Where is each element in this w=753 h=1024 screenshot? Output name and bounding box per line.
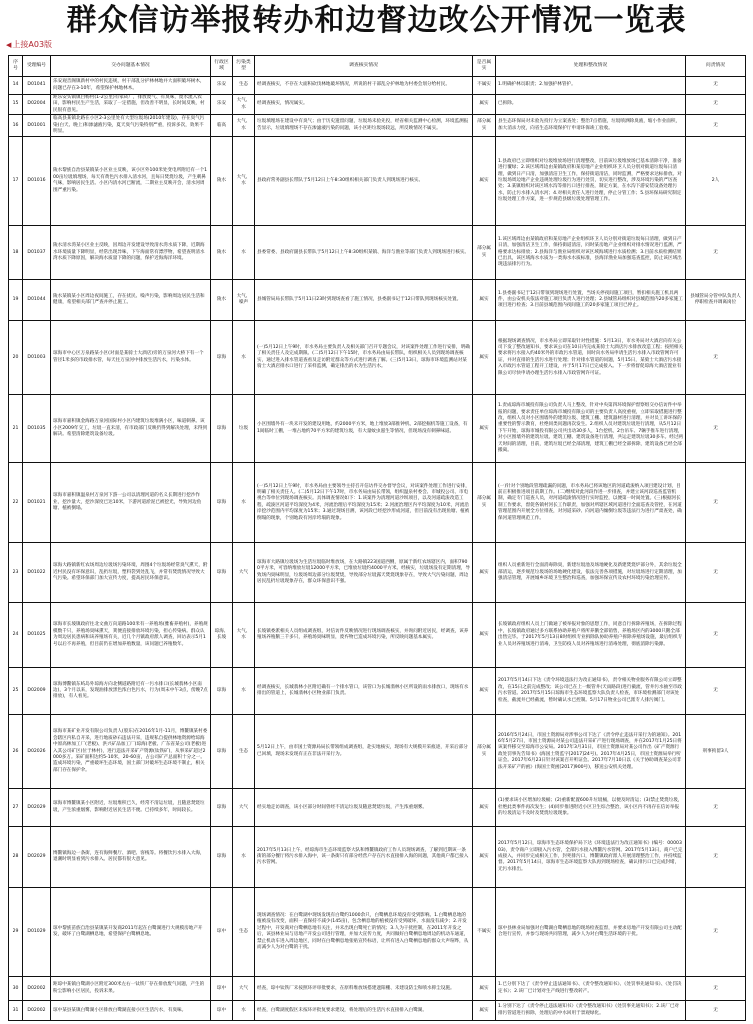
handling-text: 县生态环保局对未验先投行为立案查处；整治7点措施，垃圾喷洒除臭液，缩小作业面积，加大消杀力度，向省生态环境保护厅申请环保竣工验收。 xyxy=(496,115,686,137)
row-number: 22 xyxy=(9,463,23,543)
row-number: 27 xyxy=(9,789,23,827)
issue-text: 琼海市某矿业开发有限公司负责人(股东)在2016年1月-11月，博鳌镇某村委会辖区内私自开采，进行地质砂石违法开采，违规私自提供林地资源给琼海中原高林加工厂(老板)、洪兴矿品加工厂(琼海)老板、广东省某公司(老板)进入其公司矿区(位于林村)，进行违法开采矿产资源(钛铁矿)，从事采矿超过2000多万。采矿面积达约5-10米，20-60亩，占公司矿产总面积十分之一。造成环境污染，严重破坏生态环境，国土部门对破坏生态环境不制止，相关部门存在保护伞。 xyxy=(51,715,211,789)
table-row xyxy=(9,321,746,395)
accountability: 无 xyxy=(686,115,746,137)
investigation-text: 经调查核实，长城翡林小区附近确有一个排水管口，该管口为长城翡林小区所设的雨水排放口，现场有水排出的管道上，长城翡林小区物业部门负责。 xyxy=(255,668,473,715)
table-row xyxy=(9,603,746,668)
case-id: D02026 xyxy=(23,715,51,789)
case-id: D02004 xyxy=(23,95,51,115)
issue-text: 琼海市长坡镇政府往北文曲万向道路100米有一养殖场(雅畜养殖村)，养殖规模数千只，养殖场臭味熏天，粪便直接排放环境污染，担心传染病。群众认为周边居民患病和该养殖场有关，近几个月镇政府派人调查，回访表示5月1号以后不再养殖，但目前仍在增加养殖数量，该问题已养殖数年。 xyxy=(51,603,211,668)
row-number: 29 xyxy=(9,888,23,977)
handling-text: 1.该区域周边由某镇政府和某房地产企业组织环卫人员分别对街道垃圾每日清理，做到日产日清，加强清洁卫生工作，保持街道清洁，同时某房地产企业组织对排水情况进行监测，严格要求达标排放；2.县海洋与渔业局组织对该区域海域进行水质检测；3.目前水质检测结果已出具，该区域海水水质为一类海水水质标准，县海洋渔业局加强巡查监控，防止该区域出现违法排污行为。 xyxy=(496,226,686,280)
investigation-text: 琼海市大路镇垃圾场为生活垃圾临时堆放场，在大路镇223国道西侧，原属于新红农场辖区内，面积7900平方米，可容纳堆放垃圾12000平方米，已堆放垃圾约4000平方米。经核实，垃圾场没有定期清理，导致场内臭味明显，垃圾场周边部分垃圾焚烧，导致部分垃圾露天焚烧现象存在，导致大气污染问题，周边居民乱扔垃圾现象存在，群众环保意识不强。 xyxy=(255,543,473,603)
accountability: 县城管局分管中队负责人停职检查并调离岗位 xyxy=(686,280,746,321)
issue-text: 琼海市博鳌镇某小区附近，垃圾堆积已久，经常不清运垃圾，且随意焚烧垃圾，产生浓重烟雾，影响附近居民生活不便。已持续多年，时间较长。 xyxy=(51,789,211,827)
investigation-text: 小区围墙外有一块未开发的建设用地，约2000平方米，地上堆放3部推钟机、2部挖掘机等施工设备，有1间临时工棚，一堆占地约70平方米的建筑垃圾，有大量蚊虫滋生等情况，但现场没有刺鼻味道。 xyxy=(255,395,473,463)
verified-status: 不属实 xyxy=(473,77,496,95)
header-investigation: 调查核实情况 xyxy=(255,56,473,77)
verified-status: 属实 xyxy=(473,603,496,668)
verified-status: 属实 xyxy=(473,395,496,463)
accountability: 无 xyxy=(686,977,746,1001)
row-number: 21 xyxy=(9,395,23,463)
issue-text: 琼海市中心区万泉路某小区(对面是某骑士大酒店)旁的万泉河大桥下有一个管径1米多的市政排水管，每天往万泉河中排放生活污水，污染水体。 xyxy=(51,321,211,395)
investigation-text: 经调查核实，情况属实。 xyxy=(255,95,473,115)
issue-text: 博鳌镇海边一条街，连有海鲜餐厅、酒吧、客栈等。将餐饮污水排入大海，退潮时明显看到污水排入。居民都有很大意见。 xyxy=(51,827,211,888)
region: 琼海 xyxy=(211,543,233,603)
table-row xyxy=(9,137,746,226)
row-number: 25 xyxy=(9,668,23,715)
table-row xyxy=(9,395,746,463)
left-arrow-icon: ◀ xyxy=(6,41,12,49)
header-handling: 处理和整改情况 xyxy=(496,56,686,77)
pollution-type: 水 xyxy=(233,668,255,715)
accountability: 无 xyxy=(686,77,746,95)
region: 乐安 xyxy=(211,77,233,95)
region: 琼海 xyxy=(211,715,233,789)
verified-status: 部分属实 xyxy=(473,715,496,789)
handling-text: 琼中县林业局加强对白鹭湖白鹭栖息地的现场检查监督，并要求房地产开发有限公司主动配合进行宣传，并参与现场共同管理，减少人为对白鹭生活环境的干扰。 xyxy=(496,888,686,977)
case-id: D02029 xyxy=(23,827,51,888)
handling-text: 根据现场调查情况，市水务局立即采取针对性措施：5月13日，市水务局对大酒店向有关公司下发了整改通知书，要求该公司在10日内完成某骑士大酒店污水排放改造工程；按照相关要求将污水接入约40米外的市政污水管道，同时向水务局申请生活污水排入市政管网许可证，并对直排的生活污水进行处理；针对排水管道的问题，5月15日，某骑士大酒店污水接入市政污水管道工程开工建设，并于5月17日已完成接入。下一步将督促琼海大酒店置业有限公司尽快申请办理生活污水排入市政管网许可证。 xyxy=(496,321,686,395)
table-row xyxy=(9,280,746,321)
accountability: 无 xyxy=(686,603,746,668)
handling-text: 2017年5月14日下达《责令环境违法行为改正通知书》，责令相关物业服务有限公司立即整改，在15日之前完成整改；该公司已在上一级管井(天雨路段)进行截流，管井污水抽至市政污水管道。2017年5月15日琼海市生态环境监察大队负责人检查，市环境检测部门对该处检查，截流井已经截流，暂时确认水已控制。5月17日物业公司已派专人排污阀门。 xyxy=(496,668,686,715)
region: 琼中 xyxy=(211,1001,233,1021)
verified-status: 部分属实 xyxy=(473,226,496,280)
row-number: 15 xyxy=(9,95,23,115)
case-id: D01003 xyxy=(23,321,51,395)
pollution-type: 大气、噪声 xyxy=(233,280,255,321)
accountability: 无 xyxy=(686,395,746,463)
row-number: 20 xyxy=(9,321,23,395)
issue-text: 陵水清水湾某小区业主反映，因周边开发建设导致清水湾水质下降，近期海水环境质量下降明显，经常出现异味，下午海面常有漂浮物，希望查明清水湾水质下降原因，解决海水质量下降的问题，保护近海海洋环境。 xyxy=(51,226,211,280)
pollution-type: 大气、水 xyxy=(233,137,255,226)
handling-text: 组织人员重新进行全面消毒除臭，新建垃圾池及场地硬化及新建焚烧炉部分外，其余垃圾全部清运，逐步规范垃圾场的场地硬化建设，依法完善各项措施，对垃圾场进行定期清理，加强清洁管理，开展城乡环境卫生整治和巡查，加强环保宣传及农村环境污染治理宣传。 xyxy=(496,543,686,603)
pollution-type: 水 xyxy=(233,226,255,280)
row-number: 30 xyxy=(9,977,23,1001)
verified-status: 属实 xyxy=(473,789,496,827)
accountability: 无 xyxy=(686,1001,746,1021)
verified-status: 属实 xyxy=(473,668,496,715)
investigation-text: 垃圾填埋场在建设中有臭气；由于历史遗留问题，垃圾场未验先投，经省相关监测中心检测，环境监测报告显示，垃圾填埋场不存在渗滤液污染的问题，该小区距垃圾场较远，所反映情况不属实。 xyxy=(255,115,473,137)
handling-text: (1)要求该小区增加垃圾桶；(2)重新配置600升垃圾桶，以便及时清运；(3)禁止焚烧垃圾，杜绝此类事件再次发生；(4)同步推进附近小区卫生综合整治，该小区内不再存在信访举报的垃圾清运不及时及焚烧垃圾现象。 xyxy=(496,789,686,827)
table-row xyxy=(9,789,746,827)
pollution-type: 水 xyxy=(233,1001,255,1021)
accountability: 无 xyxy=(686,226,746,280)
continued-from-link[interactable] xyxy=(6,40,52,50)
region: 临高 xyxy=(211,115,233,137)
table-row xyxy=(9,543,746,603)
case-id: D02009 xyxy=(23,668,51,715)
verified-status: 部分属实 xyxy=(473,463,496,543)
region: 琼中 xyxy=(211,977,233,1001)
issue-text: 琼中某县某镇白鹭湖小区排放白鹭湖直接小区生活污水，有臭味。 xyxy=(51,1001,211,1021)
row-number: 17 xyxy=(9,137,23,226)
pollution-type: 大气、水 xyxy=(233,115,255,137)
pollution-type: 水 xyxy=(233,827,255,888)
page-title: 群众信访举报转办和边督边改公开情况一览表 xyxy=(66,3,687,38)
handling-text: 长坡镇政府组织人员上门做通了被举报对象的思想工作，同意自行拆除养殖场，在拆除过程中，长坡镇政府通过多方联系协助养殖户将所养鹅全部销售，养殖场区内的3000只鹅全部出售完毕。于2017年5月13日8时组织专业拆除队协助养殖户拆除养殖场设施，最后组织专业人员对养殖场进行消毒，卫生防疫人员对养殖场进行消毒处理，彻底消除污染源。 xyxy=(496,603,686,668)
accountability: 无 xyxy=(686,321,746,395)
verified-status: 属实 xyxy=(473,280,496,321)
table-row xyxy=(9,115,746,137)
investigation-text: 县委常委、县政府副县长带队于5月12日上午8:30组织某镇、海洋与渔业等部门负责人到现场进行核实。 xyxy=(255,226,473,280)
issue-text: 乐安观音阁镇新村中的村民违规，村干部乱分护林林地并大面积破坏树木，问题已存在3-10年，希望保护林地林木。 xyxy=(51,77,211,95)
handling-text: 1.分别下达了《责令停止违法通知书》《责令整改通知书》《处罚事先通知书》；2.该厂已对排污管道进行拆除，处理后的中水回用于景观绿化。 xyxy=(496,1001,686,1021)
verified-status: 不属实 xyxy=(473,888,496,977)
region: 琼海 xyxy=(211,668,233,715)
region: 琼海 xyxy=(211,463,233,543)
verified-status: 属实 xyxy=(473,137,496,226)
region: 琼海 xyxy=(211,395,233,463)
continued-from-label: 上接A03版 xyxy=(12,40,53,49)
case-id: D01029 xyxy=(23,888,51,977)
case-id: D02002 xyxy=(23,977,51,1001)
case-id: D01025 xyxy=(23,603,51,668)
handling-text: 1.县委副书记于12日带领到现场进行处置，当场关停夜间施工项目，暂扣相关施工机具两件，由公安机关依法对施工项目负责人进行处理；2.县城管局组织对县城范围内20多家施工项目进行检查；3.目前县城范围内夜间施工的20多家施工项目已停止。 xyxy=(496,280,686,321)
handling-text: 1.县政府已立即组织对垃圾堆放场进行清理整改，目前该垃圾堆放场已基本清除干净，准备进行覆绿；2.该区域周边由某镇政府和某房地产企业组织环卫人员分别对街道垃圾每日清理，做到日产日清，加强清洁卫生工作，保持街道清洁，同时监测，严格要求达标排放。对垃圾场周边地产企业违规处理垃圾行为进行处罚，切实进行整改，涉及环境污染的严厉查处；3.某镇组织对该区域水沟等排污口进行排查，制定方案，在水沟下游安装设备处理污水，防止污水排入清水河；4.对相关责任人进行处理，停止分管工作；5.县环保局研究制定垃圾处理工作方案，进一步规范县级垃圾处理管理工作。 xyxy=(496,137,686,226)
case-id: D01022 xyxy=(23,543,51,603)
row-number: 18 xyxy=(9,226,23,280)
handling-text: 1.已分别下达了《责令停止违法通知书》、《责令整改通知书》、《处罚事先通知书》、《处罚决定书》；2.该厂已计划对生产线进行整改转产。 xyxy=(496,977,686,1001)
complaint-table xyxy=(8,55,746,1021)
case-id: D01044 xyxy=(23,280,51,321)
table-row xyxy=(9,977,746,1001)
region: 琼海 xyxy=(211,789,233,827)
verified-status: 属实 xyxy=(473,95,496,115)
case-id: D02029 xyxy=(23,789,51,827)
header-issue: 交办问题基本情况 xyxy=(51,56,211,77)
handling-text: 2016年5月24日，市国土资源局对涉事公司下达了《责令停止违法开采行为的通知》。2016年5月27日，市国土资源局对某公司违法开采矿产进行现场调查，并在2017年1月25日将该案件移交至琼海市公安局。2017年3月31日，市国土资源局对某公司作出《矿产资源行政处罚事先告知书》(海国土资监字[2017]24号)。2017年4月25日，市国土资源局举行听证会。2017年6月23日针对该案召开听证会。2017年7月10日以《关于协助调查某公司非法开采矿产的函》(海国土资函[2017]900号)，移送公安机关处理。 xyxy=(496,715,686,789)
row-number: 24 xyxy=(9,603,23,668)
region: 琼海 xyxy=(211,827,233,888)
verified-status: 属实 xyxy=(473,1001,496,1021)
pollution-type: 大气 xyxy=(233,977,255,1001)
pollution-type: 大气 xyxy=(233,789,255,827)
accountability: 无 xyxy=(686,789,746,827)
investigation-text: 2017年5月13日上午，经琼海市生态环境监察大队和博鳌镇政府工作人员现场调查，了解到近期该一条街的部分餐厅将污水排入海中，该一条街只有部分经营户存在污水直接排入海的问题，其他商户都已接入污水管网。 xyxy=(255,827,473,888)
row-number: 28 xyxy=(9,827,23,888)
case-id: D02002 xyxy=(23,1001,51,1021)
handling-text: 1.明确护林员职责；2.加强护林管护。 xyxy=(496,77,686,95)
table-row xyxy=(9,715,746,789)
accountability: 无 xyxy=(686,463,746,543)
pollution-type: 水 xyxy=(233,463,255,543)
accountability: 无 xyxy=(686,543,746,603)
issue-text: 琼中黎族苗族自治县某镇某开发商2011年起在白鹭湖进行大规模房地产开发，破坏了白鹭湖栖息地，希望保护白鹭栖息地。 xyxy=(51,888,211,977)
investigation-text: 长坡镇委派相关人员组成调查组，对信访件反映情况进行现场调查核实，并询问附近居民，经调查，该养殖场养殖鹅三千多只，养殖场臭味明显，废弃物已造成环境污染，所反映问题基本属实。 xyxy=(255,603,473,668)
region: 陵水 xyxy=(211,137,233,226)
investigation-text: 县政府常务副县长带队于5月12日上午8:30组织相关部门负责人到现场进行核实。 xyxy=(255,137,473,226)
verified-status: 部分属实 xyxy=(473,115,496,137)
row-number: 23 xyxy=(9,543,23,603)
pollution-type: 水 xyxy=(233,321,255,395)
verified-status: 属实 xyxy=(473,543,496,603)
pollution-type: 大气、水 xyxy=(233,95,255,115)
issue-text: 陵水黎族自治县某镇某小区业主反映，该小区外100米处变电所附近有一个100亩垃圾填埋场，每天有黄色污水排入清水河，且每日焚烧垃圾，产生刺鼻气味，影响居民生活。小区内清水河已断流，二期业主反映开会，清水河周围严重污染。 xyxy=(51,137,211,226)
table-row xyxy=(9,827,746,888)
header-verified: 是否属实 xyxy=(473,56,496,77)
table-row xyxy=(9,77,746,95)
pollution-type: 大气 xyxy=(233,543,255,603)
table-row xyxy=(9,95,746,115)
case-id: D01041 xyxy=(23,77,51,95)
investigation-text: (一)5月12日上午9时，市水务局主要负责人及相关部门召开专题会议，对该案件处理工作进行安排，明确了相关责任人及完成期限。(二)5月12日下午15时，市水务局由局长带队，组织相关人员到现场调查核实，通过进入排水管道查看及走访附近群众等方式进行调查了解。(三)5月13日，琼海市环境监测站对某骑士大酒店排水口进行了采样监测，确定排出的水为生活污水。 xyxy=(255,321,473,395)
case-id: D01035 xyxy=(23,395,51,463)
handling-text: 已拆除。 xyxy=(496,95,686,115)
table-row xyxy=(9,1001,746,1021)
region: 陵水 xyxy=(211,280,233,321)
accountability: 无 xyxy=(686,888,746,977)
pollution-type: 生态 xyxy=(233,715,255,789)
header-type: 污染类型 xyxy=(233,56,255,77)
issue-text: 琼海市嘉积镇金海路万泉河国际村小区内建筑垃圾堆满小区，味道刺鼻。该小区2009年交工，垃圾一直未清，有市政部门反映仍得到解决处理，未得到解决。希望清除建筑设备垃圾。 xyxy=(51,395,211,463)
issue-text: 距琼中某镇白鹭湖小区附近300米左右一钛铁厂存在排放废气问题，产生的粉尘影响小区居民，投诉未果。 xyxy=(51,977,211,1001)
issue-text: 琼海大路镇新红农场周边垃圾场污染环境，周围4个垃圾场经常臭气熏天，附近村民没有环保意识，乱扔垃圾，塑料袋到处乱飞，并常有焚烧情况导致大气污染。希望环保部门加大宣传力度，提高居民环保意识。 xyxy=(51,543,211,603)
case-id: D01016 xyxy=(23,137,51,226)
accountability: 无 xyxy=(686,668,746,715)
case-id: D01001 xyxy=(23,115,51,137)
verified-status: 属实 xyxy=(473,321,496,395)
table-row xyxy=(9,226,746,280)
table-header-row xyxy=(9,56,746,77)
region: 琼海 xyxy=(211,321,233,395)
accountability: 2人 xyxy=(686,137,746,226)
row-number: 31 xyxy=(9,1001,23,1021)
header-accountability: 问责情况 xyxy=(686,56,746,77)
region: 琼海、长坡 xyxy=(211,603,233,668)
case-id: D01021 xyxy=(23,463,51,543)
row-number: 19 xyxy=(9,280,23,321)
handling-text: 1.责成琼海市城投有限公司负责人马上整改，针对中央第四环境保护督察组交办信访件中举报的问题，要求责任单位琼海市城投有限公司的主要负责人高度重视，立即采取措施进行整改，组织人员对小区围墙外的建筑垃圾、建筑工棚、建筑器材进行清理，并对员工讲环保的重要性的警示教育，杜绝同类问题再次发生。2.组织人员对建筑垃圾进行清理，从5月12日下午开始，琼海市城投有限公司共出动30多人，1台挖机、2台吊车、7辆手推车进行清理，对小区围墙外的建筑垃圾、建筑工棚、建筑设备进行清理，共运走建筑垃圾30多车。经过两天时间的清理，目前，建筑垃圾已经全部清理，建筑工棚已经全部拆除，建筑设备已经全部搬离。 xyxy=(496,395,686,463)
investigation-text: 经实地走访调查，该小区部分时间曾经不清运垃圾及随意焚烧垃圾，产生浓重烟雾。 xyxy=(255,789,473,827)
issue-text: 琼海博鳌镇东屿岛外琼海方向北侧道路附近有一污水排口(长城翡林小区南边)，3个月以来，发现油排放黑色浓白色污水，行为(周末中午3点，傍晚7点排放)，有人看见。 xyxy=(51,668,211,715)
handling-text: 2017年5月12日，琼海市生态环境保护局下达《环境违法行为改正通知书》(编号：0000303)，责令商户立即接入污水管，全部污水接入博鳌污水管网。2017年5月13日，商户已完成接入，并同步完成相关工作，封死排污口，博鳌镇政府派人开展清理整治工作，并持续监督。2017年5月14日，琼海市生态环境监察大队再到现场检查，确认排污口已完成封堵，无污水排出。 xyxy=(496,827,686,888)
investigation-text: 经调查核实，不存在大面积砍伐林地破坏情况，所说的村干部乱分护林地为村委会划分给村民。 xyxy=(255,77,473,95)
pollution-type: 生态 xyxy=(233,888,255,977)
verified-status: 属实 xyxy=(473,827,496,888)
handling-text: (一)针对个别地段管理疏漏的问题，市水务局已将该地区的河道疏浚纳入项目建设计划，目前正积极推进项目前期工作。(二)继续对此河段作进一步排查，并建立该河段巡查监管机制，确定专门巡查人员，对河道疏浚情况进行实时监控，以便第一时间处置。(三)根据河长制工作要求，督促各镇村河长工作职责，加强对所辖区域河道进行全面巡查及管控，在河道管理范围内开展全方位排查，对河道采砂、向河道内倾倒垃圾等违法行为进行严肃查处，确保河道管理规范工作。 xyxy=(496,463,686,543)
header-region: 行政区域 xyxy=(211,56,233,77)
region: 陵水 xyxy=(211,226,233,280)
header-no: 序号 xyxy=(9,56,23,77)
accountability: 刑事拘留3人 xyxy=(686,715,746,789)
row-number: 26 xyxy=(9,715,23,789)
row-number: 16 xyxy=(9,115,23,137)
issue-text: 陵水某镇某小区周边夜间施工，存在扰民、噪声污染，影响周边居民生活和健康，希望相关部门严查并停止施工。 xyxy=(51,280,211,321)
case-id: D01037 xyxy=(23,226,51,280)
verified-status: 属实 xyxy=(473,977,496,1001)
investigation-text: 现场调查情况：在白鹭湖中现场发现有白鹭约1000余只，白鹭栖息环境没有受到影响。1.白鹭栖息地的植被没有改变，面积一直保持不减少(145亩)，包含栖息地的植被没有受到破坏，水面没有减少；2.开发过程中，开发商对白鹭栖息地有关注，并未出现白鹭死亡的情况；3.人为干扰控制，在2011年开发之后，该县林业局与房地产开发公司进行管理，并加大宣传力度，共同做好白鹭栖息地周边的机动车通道，禁止机动车进入周边地区，同时在白鹭栖息地张贴宣传标语，让所有进入白鹭栖息地的群众大声喧哗，从而减少人为对白鹭的干扰。 xyxy=(255,888,473,977)
accountability: 无 xyxy=(686,95,746,115)
investigation-text: 5月12日上午，由市国土资源局局长带领组成调查组，赴实地核实，现场有大规模开采痕迹，开采后部分已回填，现场未发现有正在非法开采行为。 xyxy=(255,715,473,789)
pollution-type: 大气、水 xyxy=(233,603,255,668)
region: 琼中 xyxy=(211,888,233,977)
investigation-text: 县城管局局长带队于5月11日23时到现场查看了施工情况，县委副书记于12日带队到现场核实处置。 xyxy=(255,280,473,321)
table-row xyxy=(9,888,746,977)
investigation-text: 经查，琼中钛铁厂未按照环评审批要求，在原料堆放场搭建遮阳棚、未建设防尘和喷水抑尘设施。 xyxy=(255,977,473,1001)
table-row xyxy=(9,668,746,715)
row-number: 14 xyxy=(9,77,23,95)
pollution-type: 生态 xyxy=(233,77,255,95)
table-row xyxy=(9,463,746,543)
header-id: 受理编号 xyxy=(23,56,51,77)
investigation-text: 经查，白鹭湖度假区未按环评批复要求建设，将处理后的生活污水直接排入白鹭湖。 xyxy=(255,1001,473,1021)
issue-text: 距乐安头镇镇白杨村(1-2公里)有家砖厂，排放废气、有臭味，废水流入农田，影响村民生产生活，采取了一定措施，但改善不明显，长时间反映，村民很有意见。 xyxy=(51,95,211,115)
issue-text: 琼海市嘉积镇温泉村万泉河下游一公司以清理河道的名义长期进行挖沙作业，挖沙量大，挖沙深度已达10米，下游河道淤泥已被挖光，导致河边鱼塘、植被倒塌。 xyxy=(51,463,211,543)
pollution-type: 垃圾 xyxy=(233,395,255,463)
issue-text: 临高县某镇北路在小区2-3公里处有大型垃圾场(2010年建设)，存在臭气污染(白天、晚上)和渗滤液污染，夏天臭气污染特别严重，投诉多次，效果不明显。 xyxy=(51,115,211,137)
investigation-text: (一)5月12日上午9时，市水务局由主要领导主持召开信访件交办督导会议，对该案件处理工作进行安排，明确了相关责任人。(二)5月12日下午17时，市水务局由局长带领，组织温泉村委会、市城投公司、市电视台等单位到现场调查核实。具体调查情况如下：1.该案件为清理河道沙坝项目，以及河道疏浚改造工程，疏浚区河道平均深度为4米，河流治理后平均深度为15米；2.河流治理区内平均深度为10米，河流沿岸挖沙范围内平均深度为15米；3.通过现场目测，该河段已经挖沙形成河道，但目前没有出现鱼塘、植被倒塌的现象，个别地段有河岸垮塌的现象。 xyxy=(255,463,473,543)
accountability: 无 xyxy=(686,827,746,888)
region: 乐安 xyxy=(211,95,233,115)
